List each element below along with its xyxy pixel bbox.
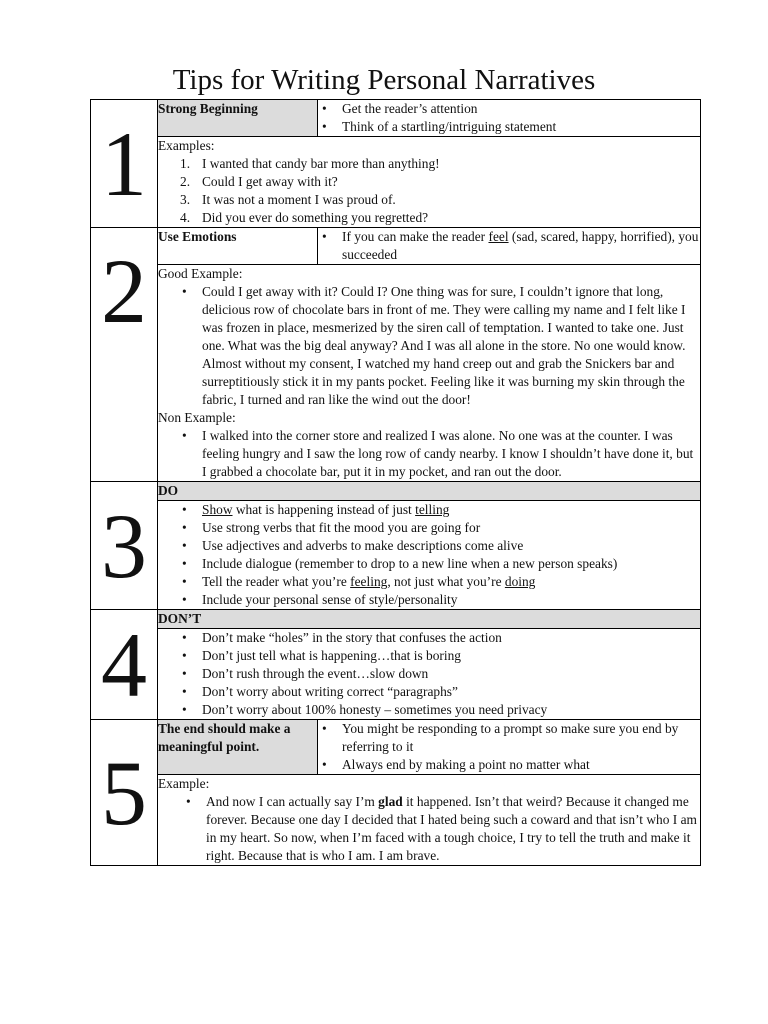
list-item: • Don’t just tell what is happening…that is boring xyxy=(202,647,700,665)
list-item: • Use strong verbs that fit the mood you are going for xyxy=(202,519,700,537)
section-number-1: 1 xyxy=(91,100,158,228)
section-number-2: 2 xyxy=(91,228,158,482)
list-item: • Don’t make “holes” in the story that confuses the action xyxy=(202,629,700,647)
list-item: 3. It was not a moment I was proud of. xyxy=(180,192,396,207)
non-example-paragraph: • I walked into the corner store and realized I was alone. No one was at the counter. I was feeling hungry and I saw the long row of candy nearby. I know I shouldn’t have done it, but I grabbed a chocolate bar, put it in my pocket, and ran out the door. xyxy=(202,427,700,481)
list-item: • Include dialogue (remember to drop to a new line when a new person speaks) xyxy=(202,555,700,573)
page-title: Tips for Writing Personal Narratives xyxy=(172,64,596,96)
beginning-examples-list xyxy=(158,155,700,227)
section-heading-ending: The end should make a meaningful point. xyxy=(158,720,318,775)
dont-list xyxy=(158,629,700,719)
section-heading-use-emotions: Use Emotions xyxy=(158,228,318,265)
list-item: • Think of a startling/intriguing statement xyxy=(342,118,700,136)
section-number-5: 5 xyxy=(91,720,158,866)
section-5 xyxy=(91,720,701,866)
section-2 xyxy=(91,228,701,482)
non-example-label: Non Example: xyxy=(158,410,236,425)
list-item: 2. Could I get away with it? xyxy=(180,174,338,189)
section-number-3: 3 xyxy=(91,482,158,610)
strong-beginning-tips xyxy=(318,100,700,136)
ending-tips xyxy=(318,720,700,774)
ending-example-label: Example: xyxy=(158,776,210,791)
list-item: 1. I wanted that candy bar more than anything! xyxy=(180,156,440,171)
ending-example-paragraph: • And now I can actually say I’m glad it happened. Isn’t that weird? Because it changed me forever. Because one day I decided that I hated being such a coward and that isn’t who I am in my heart. So now, when I’m faced with a tough choice, I try to tell the truth and make it right. Because that is who I am. I am brave. xyxy=(206,793,700,865)
list-item: • Don’t worry about writing correct “paragraphs” xyxy=(202,683,700,701)
list-item: • You might be responding to a prompt so make sure you end by referring to it xyxy=(342,720,700,756)
list-item: • Don’t worry about 100% honesty – sometimes you need privacy xyxy=(202,701,700,719)
list-item: • Always end by making a point no matter what xyxy=(342,756,700,774)
list-item: • Get the reader’s attention xyxy=(342,100,700,118)
section-heading-strong-beginning: Strong Beginning xyxy=(158,100,318,137)
list-item: • Include your personal sense of style/personality xyxy=(202,591,700,609)
do-list xyxy=(158,501,700,609)
good-example-paragraph: • Could I get away with it? Could I? One thing was for sure, I couldn’t ignore that long, delicious row of chocolate bars in front of me. They were calling my name and I felt like I was frozen in place, mesmerized by the siren call of temptation. I wanted to take one. Just one. What was the big deal anyway? And I was all alone in the store. No one would know. Almost without my consent, I watched my hand creep out and grab the Snickers bar and surreptitiously stick it in my pants pocket. Feeling like it was burning my skin through the fabric, I turned and ran like the wind out the door! xyxy=(202,283,700,409)
tips-table xyxy=(90,99,701,866)
list-item: 4. Did you ever do something you regretted? xyxy=(180,210,429,225)
list-item: • Use adjectives and adverbs to make descriptions come alive xyxy=(202,537,700,555)
section-4 xyxy=(91,610,701,720)
section-1 xyxy=(91,100,701,228)
section-heading-dont: DON’T xyxy=(158,610,700,629)
section-3 xyxy=(91,482,701,610)
use-emotions-tips xyxy=(318,228,700,264)
section-heading-do: DO xyxy=(158,482,700,501)
list-item: • Show what is happening instead of just telling xyxy=(202,501,700,519)
good-example-label: Good Example: xyxy=(158,266,243,281)
list-item: • If you can make the reader feel (sad, scared, happy, horrified), you succeeded xyxy=(342,228,700,264)
section-number-4: 4 xyxy=(91,610,158,720)
examples-label: Examples: xyxy=(158,138,215,153)
list-item: • Tell the reader what you’re feeling, not just what you’re doing xyxy=(202,573,700,591)
list-item: • Don’t rush through the event…slow down xyxy=(202,665,700,683)
